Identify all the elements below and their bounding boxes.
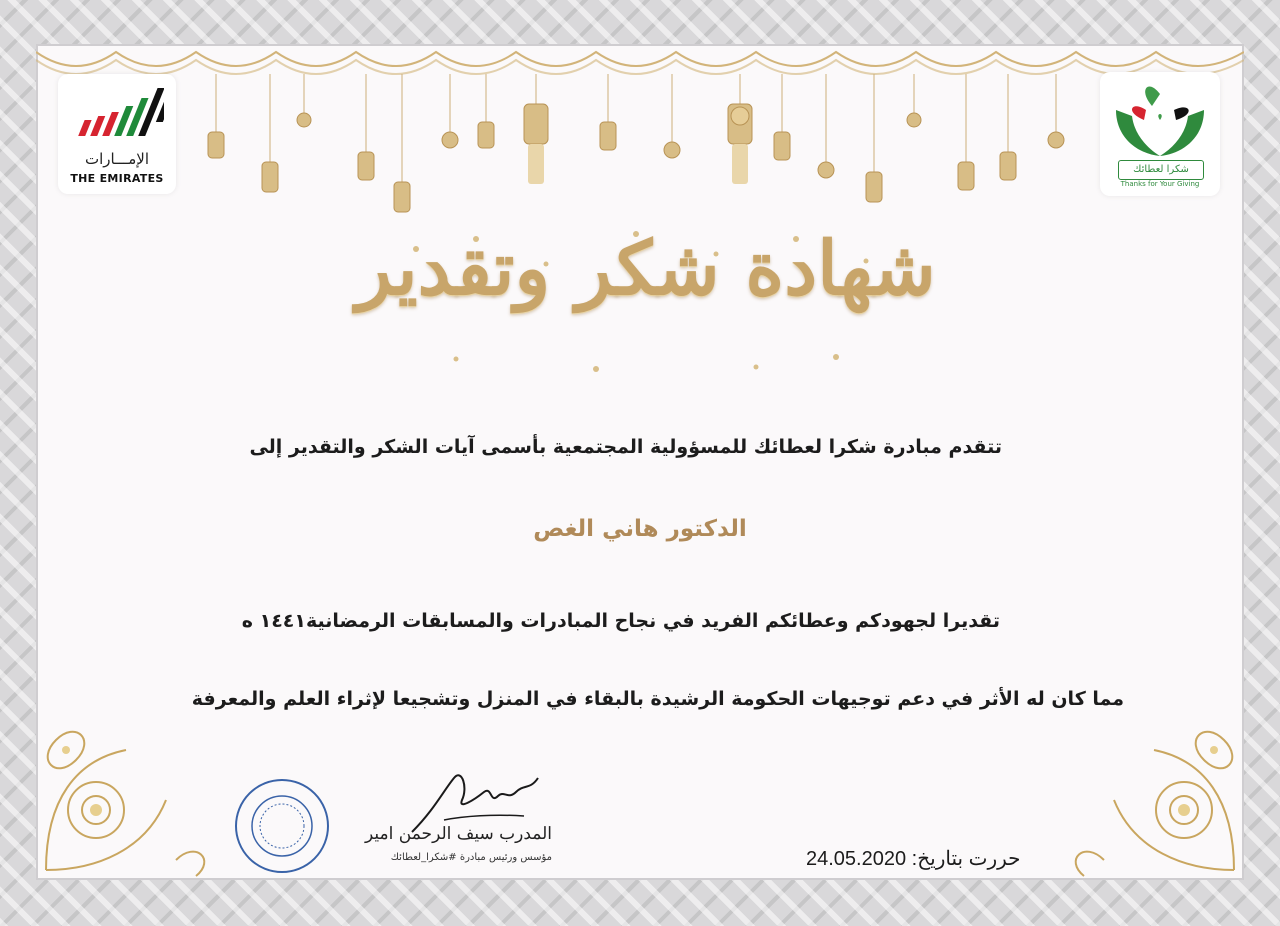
emirates-logo-arabic: الإمـــارات xyxy=(84,150,150,168)
emirates-logo xyxy=(58,74,176,194)
date-label: حررت بتاريخ: xyxy=(911,848,1021,870)
corner-ornament-left xyxy=(36,680,236,880)
founder-title: مؤسس ورئيس مبادرة #شكرا_لعطائك xyxy=(390,852,552,863)
certificate-paper xyxy=(36,44,1244,880)
trainer-name: المدرب سيف الرحمن امير xyxy=(365,824,552,844)
issue-date xyxy=(806,846,1021,871)
thanks-for-giving-logo xyxy=(1100,72,1220,196)
recipient-name: الدكتور هاني الغص xyxy=(533,516,747,542)
date-value: 24.05.2020 xyxy=(806,848,907,870)
intro-line: تتقدم مبادرة شكرا لعطائك للمسؤولية المجتمعية بأسمى آيات الشكر والتقدير إلى xyxy=(249,436,1002,458)
certificate-title: شهادة شكر وتقدير xyxy=(356,226,936,312)
official-seal-icon xyxy=(232,776,332,876)
reason-line: تقديرا لجهودكم وعطائكم الفريد في نجاح المبادرات والمسابقات الرمضانية١٤٤١ ه xyxy=(241,610,1000,632)
thanks-logo-arabic: شكرا لعطائك xyxy=(1118,160,1204,180)
thanks-logo-english: Thanks for Your Giving xyxy=(1120,180,1200,188)
corner-ornament-right xyxy=(1044,680,1244,880)
hands-leaves-icon xyxy=(1108,76,1212,160)
signature-block xyxy=(232,764,562,874)
emirates-logo-english: THE EMIRATES xyxy=(70,172,164,185)
emirates-stripes-icon xyxy=(70,82,164,148)
impact-line: مما كان له الأثر في دعم توجيهات الحكومة الرشيدة بالبقاء في المنزل وتشجيعا لإثراء العلم والمعرفة xyxy=(191,688,1124,710)
